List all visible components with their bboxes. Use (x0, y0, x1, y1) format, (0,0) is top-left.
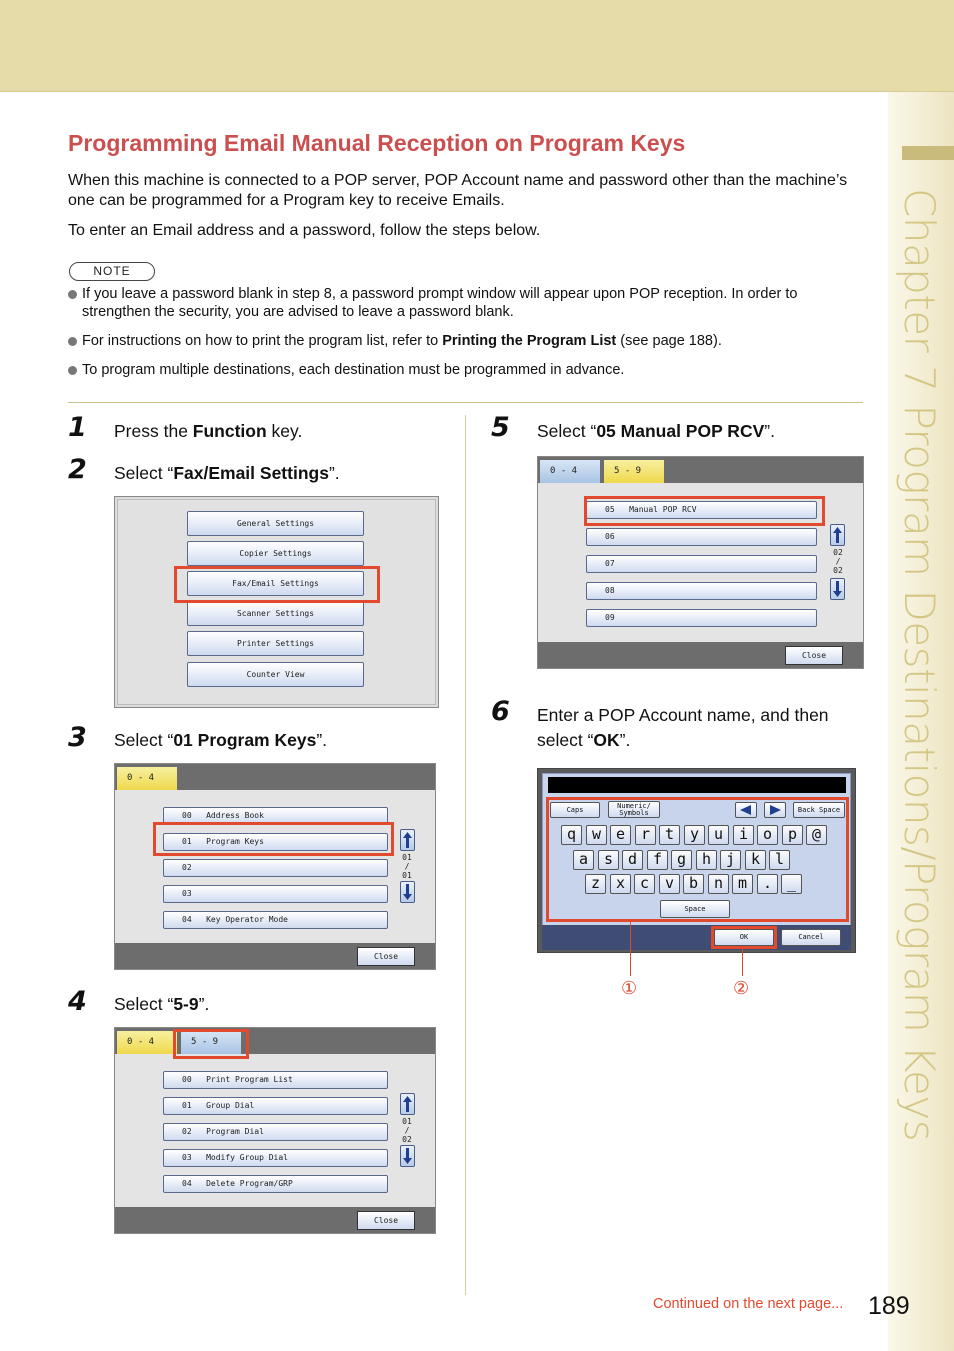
arrow-up-icon (401, 1094, 414, 1114)
key-s[interactable]: s (598, 850, 619, 870)
key-m[interactable]: m (732, 874, 753, 894)
key-y[interactable]: y (684, 825, 705, 845)
selection-highlight (173, 1029, 249, 1059)
key-e[interactable]: e (610, 825, 631, 845)
bullet-icon (68, 366, 77, 375)
general-settings-button[interactable]: General Settings (187, 511, 364, 536)
divider (68, 402, 863, 403)
counter-view-button[interactable]: Counter View (187, 662, 364, 687)
tab-5-9[interactable]: 5 - 9 (181, 1031, 241, 1054)
note-badge: NOTE (69, 262, 155, 281)
numeric-symbols-button[interactable]: Numeric/ Symbols (608, 801, 660, 818)
step-instruction: Press the Function key. (114, 421, 303, 441)
scroll-up-button[interactable] (400, 829, 415, 851)
arrow-down-icon (401, 1146, 414, 1166)
selection-highlight (153, 822, 394, 856)
manual-pop-screen (537, 456, 864, 669)
list-item-01[interactable]: 01 Program Keys (163, 833, 388, 851)
section-title: Programming Email Manual Reception on Program Keys (68, 130, 686, 156)
key-d[interactable]: d (622, 850, 643, 870)
back-space-button[interactable]: Back Space (793, 802, 845, 818)
step-number: 3 (68, 722, 87, 753)
callout-line (742, 948, 743, 976)
key-at[interactable]: @ (806, 825, 827, 845)
page-indicator: 01 / 02 (402, 1117, 412, 1144)
key-i[interactable]: i (733, 825, 754, 845)
ok-button[interactable]: OK (714, 929, 774, 946)
cancel-button[interactable]: Cancel (781, 929, 841, 946)
printer-settings-button[interactable]: Printer Settings (187, 631, 364, 656)
close-button[interactable]: Close (357, 947, 415, 966)
list-item-06[interactable]: 06 (586, 528, 817, 546)
chapter-title: Chapter 7 Program Destinations/Program Keys (895, 188, 944, 1142)
scroll-up-button[interactable] (400, 1093, 415, 1115)
list-item-01[interactable]: 01 Group Dial (163, 1097, 388, 1115)
list-item-03[interactable]: 03 (163, 885, 388, 903)
step-number: 2 (68, 454, 87, 485)
step-instruction: Select “05 Manual POP RCV”. (537, 421, 775, 441)
key-g[interactable]: g (671, 850, 692, 870)
list-item-00[interactable]: 00 Address Book (163, 807, 388, 825)
key-o[interactable]: o (757, 825, 778, 845)
callout-marker-2: ② (733, 978, 750, 998)
selection-highlight (584, 496, 825, 526)
key-x[interactable]: x (610, 874, 631, 894)
scroll-up-button[interactable] (830, 524, 845, 546)
page-indicator: 01 / 01 (402, 853, 412, 880)
list-item-00[interactable]: 00 Print Program List (163, 1071, 388, 1089)
arrow-down-icon (401, 882, 414, 902)
callout-marker-1: ① (621, 978, 638, 998)
text-entry-field[interactable] (548, 777, 846, 793)
fax-email-settings-button[interactable]: Fax/Email Settings (187, 571, 364, 596)
step-instruction: Enter a POP Account name, and then select “OK”. (537, 705, 829, 750)
page-number: 189 (868, 1292, 910, 1320)
key-n[interactable]: n (708, 874, 729, 894)
chapter-tab-marker (902, 146, 954, 160)
note-item: For instructions on how to print the program list, refer to Printing the Program List (see page 188). (68, 332, 868, 350)
list-item-03[interactable]: 03 Modify Group Dial (163, 1149, 388, 1167)
tab-0-4[interactable]: 0 - 4 (117, 767, 177, 790)
keyboard-screen (537, 768, 856, 953)
continued-note: Continued on the next page... (653, 1296, 844, 1312)
key-r[interactable]: r (635, 825, 656, 845)
callout-line (630, 921, 631, 976)
ok-highlight (711, 926, 777, 949)
list-item-02[interactable]: 02 Program Dial (163, 1123, 388, 1141)
key-b[interactable]: b (683, 874, 704, 894)
key-period[interactable]: . (757, 874, 778, 894)
tab-0-4[interactable]: 0 - 4 (117, 1031, 177, 1054)
copier-settings-button[interactable]: Copier Settings (187, 541, 364, 566)
key-u[interactable]: u (708, 825, 729, 845)
key-h[interactable]: h (696, 850, 717, 870)
close-button[interactable]: Close (785, 646, 843, 665)
key-j[interactable]: j (720, 850, 741, 870)
space-button[interactable]: Space (660, 900, 730, 918)
column-divider (465, 415, 466, 1295)
step-instruction: Select “01 Program Keys”. (114, 730, 328, 750)
list-item-09[interactable]: 09 (586, 609, 817, 627)
tab-0-4[interactable]: 0 - 4 (540, 460, 600, 483)
function-menu-screen (114, 496, 439, 708)
step-instruction: Select “5-9”. (114, 994, 210, 1014)
keyboard-highlight (546, 797, 849, 922)
intro-paragraph-1: When this machine is connected to a POP server, POP Account name and password other than the machine’s one can be programmed for a Program key to receive Emails. (68, 172, 848, 209)
list-item-04[interactable]: 04 Delete Program/GRP (163, 1175, 388, 1193)
scanner-settings-button[interactable]: Scanner Settings (187, 601, 364, 626)
key-w[interactable]: w (586, 825, 607, 845)
step-number: 4 (68, 986, 87, 1017)
step-instruction: Select “Fax/Email Settings”. (114, 463, 340, 483)
step-number: 5 (491, 412, 510, 443)
note-item: If you leave a password blank in step 8, a password prompt window will appear upon POP reception. In order to strengthen the security, you are advised to leave a password blank. (68, 285, 868, 321)
key-q[interactable]: q (561, 825, 582, 845)
key-underscore[interactable]: _ (781, 874, 802, 894)
list-item-02[interactable]: 02 (163, 859, 388, 877)
arrow-up-icon (401, 830, 414, 850)
caps-button[interactable]: Caps (550, 802, 600, 818)
key-p[interactable]: p (782, 825, 803, 845)
list-item-04[interactable]: 04 Key Operator Mode (163, 911, 388, 929)
program-keys-screen (114, 763, 436, 970)
program-list-screen (114, 1027, 436, 1234)
note-item: To program multiple destinations, each destination must be programmed in advance. (68, 361, 868, 379)
list-item-08[interactable]: 08 (586, 582, 817, 600)
key-z[interactable]: z (585, 874, 606, 894)
scroll-down-button[interactable] (830, 578, 845, 600)
selection-highlight (174, 566, 380, 603)
list-item-05[interactable]: 05 Manual POP RCV (586, 501, 817, 519)
key-v[interactable]: v (659, 874, 680, 894)
key-k[interactable]: k (745, 850, 766, 870)
header-band (0, 0, 954, 92)
scroll-down-button[interactable] (400, 881, 415, 903)
arrow-down-icon (831, 579, 844, 599)
key-c[interactable]: c (634, 874, 655, 894)
step-number: 1 (68, 412, 87, 443)
key-a[interactable]: a (573, 850, 594, 870)
tab-5-9[interactable]: 5 - 9 (604, 460, 664, 483)
scroll-down-button[interactable] (400, 1145, 415, 1167)
intro-paragraph-2: To enter an Email address and a password, follow the steps below. (68, 222, 541, 239)
key-l[interactable]: l (769, 850, 790, 870)
bullet-icon (68, 337, 77, 346)
arrow-up-icon (831, 525, 844, 545)
close-button[interactable]: Close (357, 1211, 415, 1230)
bullet-icon (68, 290, 77, 299)
key-t[interactable]: t (659, 825, 680, 845)
step-number: 6 (491, 696, 510, 727)
key-f[interactable]: f (647, 850, 668, 870)
list-item-07[interactable]: 07 (586, 555, 817, 573)
page-indicator: 02 / 02 (833, 548, 843, 575)
